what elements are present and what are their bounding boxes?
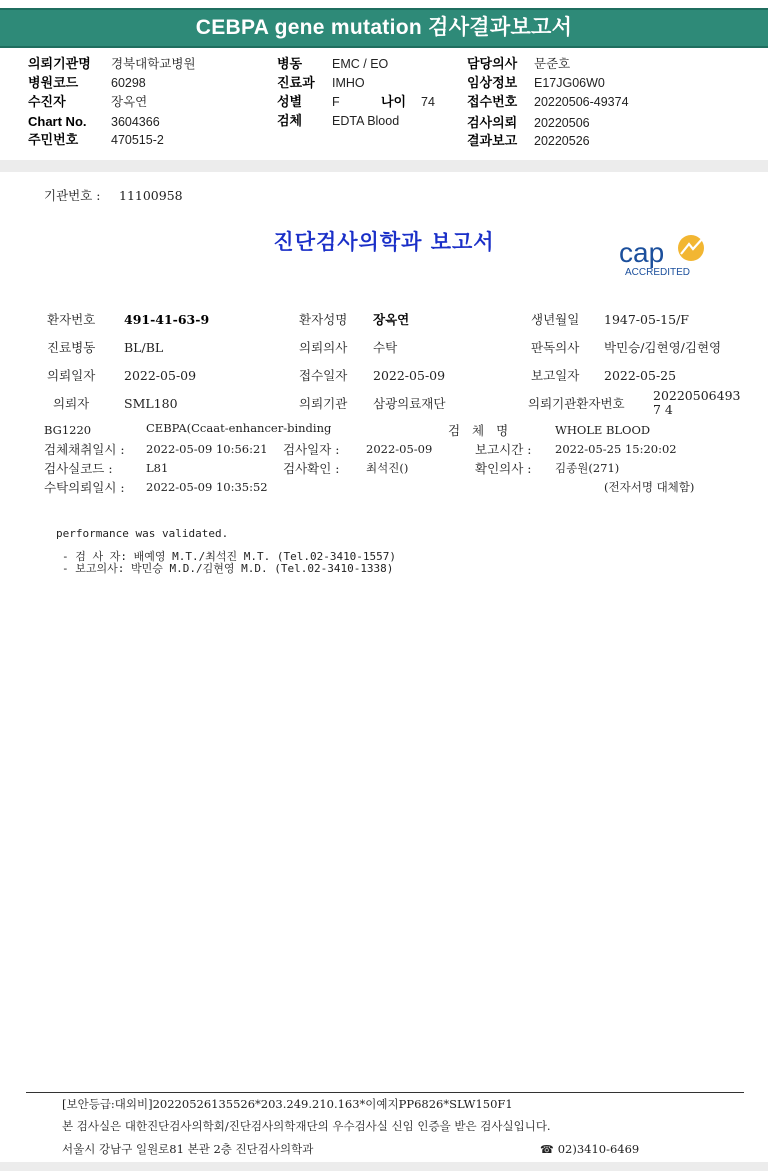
result-date-label: 결과보고 — [467, 133, 518, 148]
institution-patient-no-label: 의뢰기관환자번호 — [528, 396, 625, 411]
requesting-institution-label: 의뢰기관 — [299, 396, 348, 411]
performance-note: performance was validated. — [56, 527, 229, 540]
referring-doctor-value: 수탁 — [373, 340, 398, 355]
reading-doctor-label: 판독의사 — [531, 340, 580, 355]
report-time-value: 2022-05-25 15:20:02 — [555, 442, 677, 456]
patient-name-value: 장옥연 — [373, 312, 410, 327]
collection-time-value: 2022-05-09 10:56:21 — [146, 442, 268, 456]
report-date-label: 보고일자 — [531, 368, 580, 383]
staff-reporter-line: - 보고의사: 박민승 M.D./김현영 M.D. (Tel.02-3410-1338) — [62, 562, 394, 575]
collection-time-label: 검체채취일시 : — [44, 442, 125, 457]
security-line: [보안등급:대외비]20220526135526*203.249.210.163*이예지PP6826*SLW150F1 — [62, 1097, 513, 1111]
report-date-value: 2022-05-25 — [604, 368, 677, 383]
patient-no-label: 환자번호 — [47, 312, 96, 327]
header-separator — [0, 160, 768, 172]
test-confirm-value: 최석진() — [366, 461, 409, 475]
sex-value: F — [332, 95, 340, 109]
lab-code-label: 검사실코드 : — [44, 461, 113, 476]
hospital-name-value: 경북대학교병원 — [111, 57, 196, 71]
department-label: 진료과 — [277, 75, 315, 90]
test-confirm-label: 검사확인 : — [283, 461, 340, 476]
ward-value: EMC / EO — [332, 57, 389, 71]
cap-logo-text: cap — [619, 237, 665, 268]
consignment-time-label: 수탁의뢰일시 : — [44, 480, 125, 495]
specimen-label: 검 체 명 — [448, 423, 513, 438]
ward-label: 병동 — [277, 56, 303, 71]
resident-no-value: 470515-2 — [111, 133, 164, 147]
specimen-type-label: 검체 — [277, 113, 303, 128]
hospital-name-label: 의뢰기관명 — [28, 56, 91, 71]
request-date-label: 검사의뢰 — [467, 115, 518, 130]
age-label: 나이 — [381, 94, 407, 109]
referring-doctor-label: 의뢰의사 — [299, 340, 348, 355]
patient-name-label: 환자성명 — [299, 312, 348, 327]
address-line: 서울시 강남구 일원로81 본관 2층 진단검사의학과 — [62, 1142, 314, 1156]
accession-no-label: 접수번호 — [467, 94, 518, 109]
birthdate-label: 생년월일 — [531, 312, 580, 327]
specimen-type-value: EDTA Blood — [332, 114, 400, 128]
patient-value: 장옥연 — [111, 95, 148, 109]
receipt-date-value: 2022-05-09 — [373, 368, 446, 383]
phone-number: 02)3410-6469 — [557, 1142, 640, 1156]
hospital-code-value: 60298 — [111, 76, 146, 90]
institution-no-label: 기관번호 : — [44, 188, 101, 203]
chart-no-value: 3604366 — [111, 115, 160, 129]
test-date-label: 검사일자 : — [283, 442, 340, 457]
staff-tester-line: - 검 사 자: 배예영 M.T./최석진 M.T. (Tel.02-3410-1557) — [62, 550, 397, 563]
age-value: 74 — [421, 95, 435, 109]
confirm-doctor-label: 확인의사 : — [475, 461, 532, 476]
request-date-row-value: 2022-05-09 — [124, 368, 197, 383]
birthdate-value: 1947-05-15/F — [604, 312, 689, 327]
resident-no-label: 주민번호 — [28, 132, 79, 147]
chart-no-label: Chart No. — [28, 114, 87, 129]
result-date-value: 20220526 — [534, 134, 590, 148]
footer-divider — [26, 1092, 744, 1093]
doctor-value: 문준호 — [534, 57, 571, 71]
lab-code-value: L81 — [146, 461, 169, 475]
phone-line — [540, 1142, 639, 1157]
requesting-institution-value: 삼광의료재단 — [373, 396, 446, 411]
ward-row-label: 진료병동 — [47, 340, 96, 355]
clinical-info-value: E17JG06W0 — [534, 76, 605, 90]
patient-label: 수진자 — [28, 94, 66, 109]
test-date-value: 2022-05-09 — [366, 442, 433, 456]
department-value: IMHO — [332, 76, 365, 90]
certification-line: 본 검사실은 대한진단검사의학회/진단검사의학재단의 우수검사실 신임 인증을 받은 검사실입니다. — [62, 1119, 551, 1133]
request-date-value: 20220506 — [534, 116, 590, 130]
ward-row-value: BL/BL — [124, 340, 164, 355]
reading-doctor-value: 박민승/김현영/김현영 — [604, 340, 722, 355]
e-signature-note: (전자서명 대체함) — [604, 480, 695, 494]
clinical-info-label: 임상정보 — [467, 75, 518, 90]
telephone-icon: ☎ — [540, 1143, 554, 1156]
receipt-date-label: 접수일자 — [299, 368, 348, 383]
institution-no-value: 11100958 — [119, 188, 183, 203]
confirm-doctor-value: 김종원(271) — [555, 461, 620, 475]
requester-value: SML180 — [124, 396, 178, 411]
requester-label: 의뢰자 — [53, 396, 90, 411]
specimen-value: WHOLE BLOOD — [555, 423, 651, 437]
sex-label: 성별 — [277, 94, 303, 109]
cap-accredited-logo — [617, 232, 721, 280]
doctor-label: 담당의사 — [467, 56, 518, 71]
test-code: BG1220 — [44, 423, 92, 437]
patient-no-value: 491-41-63-9 — [124, 312, 210, 327]
footer-bar — [0, 1162, 768, 1171]
request-date-row-label: 의뢰일자 — [47, 368, 96, 383]
hospital-code-label: 병원코드 — [28, 75, 79, 90]
consignment-time-value: 2022-05-09 10:35:52 — [146, 480, 268, 494]
report-header-title: CEBPA gene mutation 검사결과보고서 — [0, 8, 768, 48]
accession-no-value: 20220506-49374 — [534, 95, 629, 109]
test-name: CEBPA(Ccaat-enhancer-binding — [146, 421, 332, 435]
institution-patient-no-value: 202205064937 4 — [653, 388, 741, 417]
report-title: 진단검사의학과 보고서 — [273, 230, 495, 254]
cap-accredited-text: ACCREDITED — [625, 267, 691, 278]
report-time-label: 보고시간 : — [475, 442, 532, 457]
